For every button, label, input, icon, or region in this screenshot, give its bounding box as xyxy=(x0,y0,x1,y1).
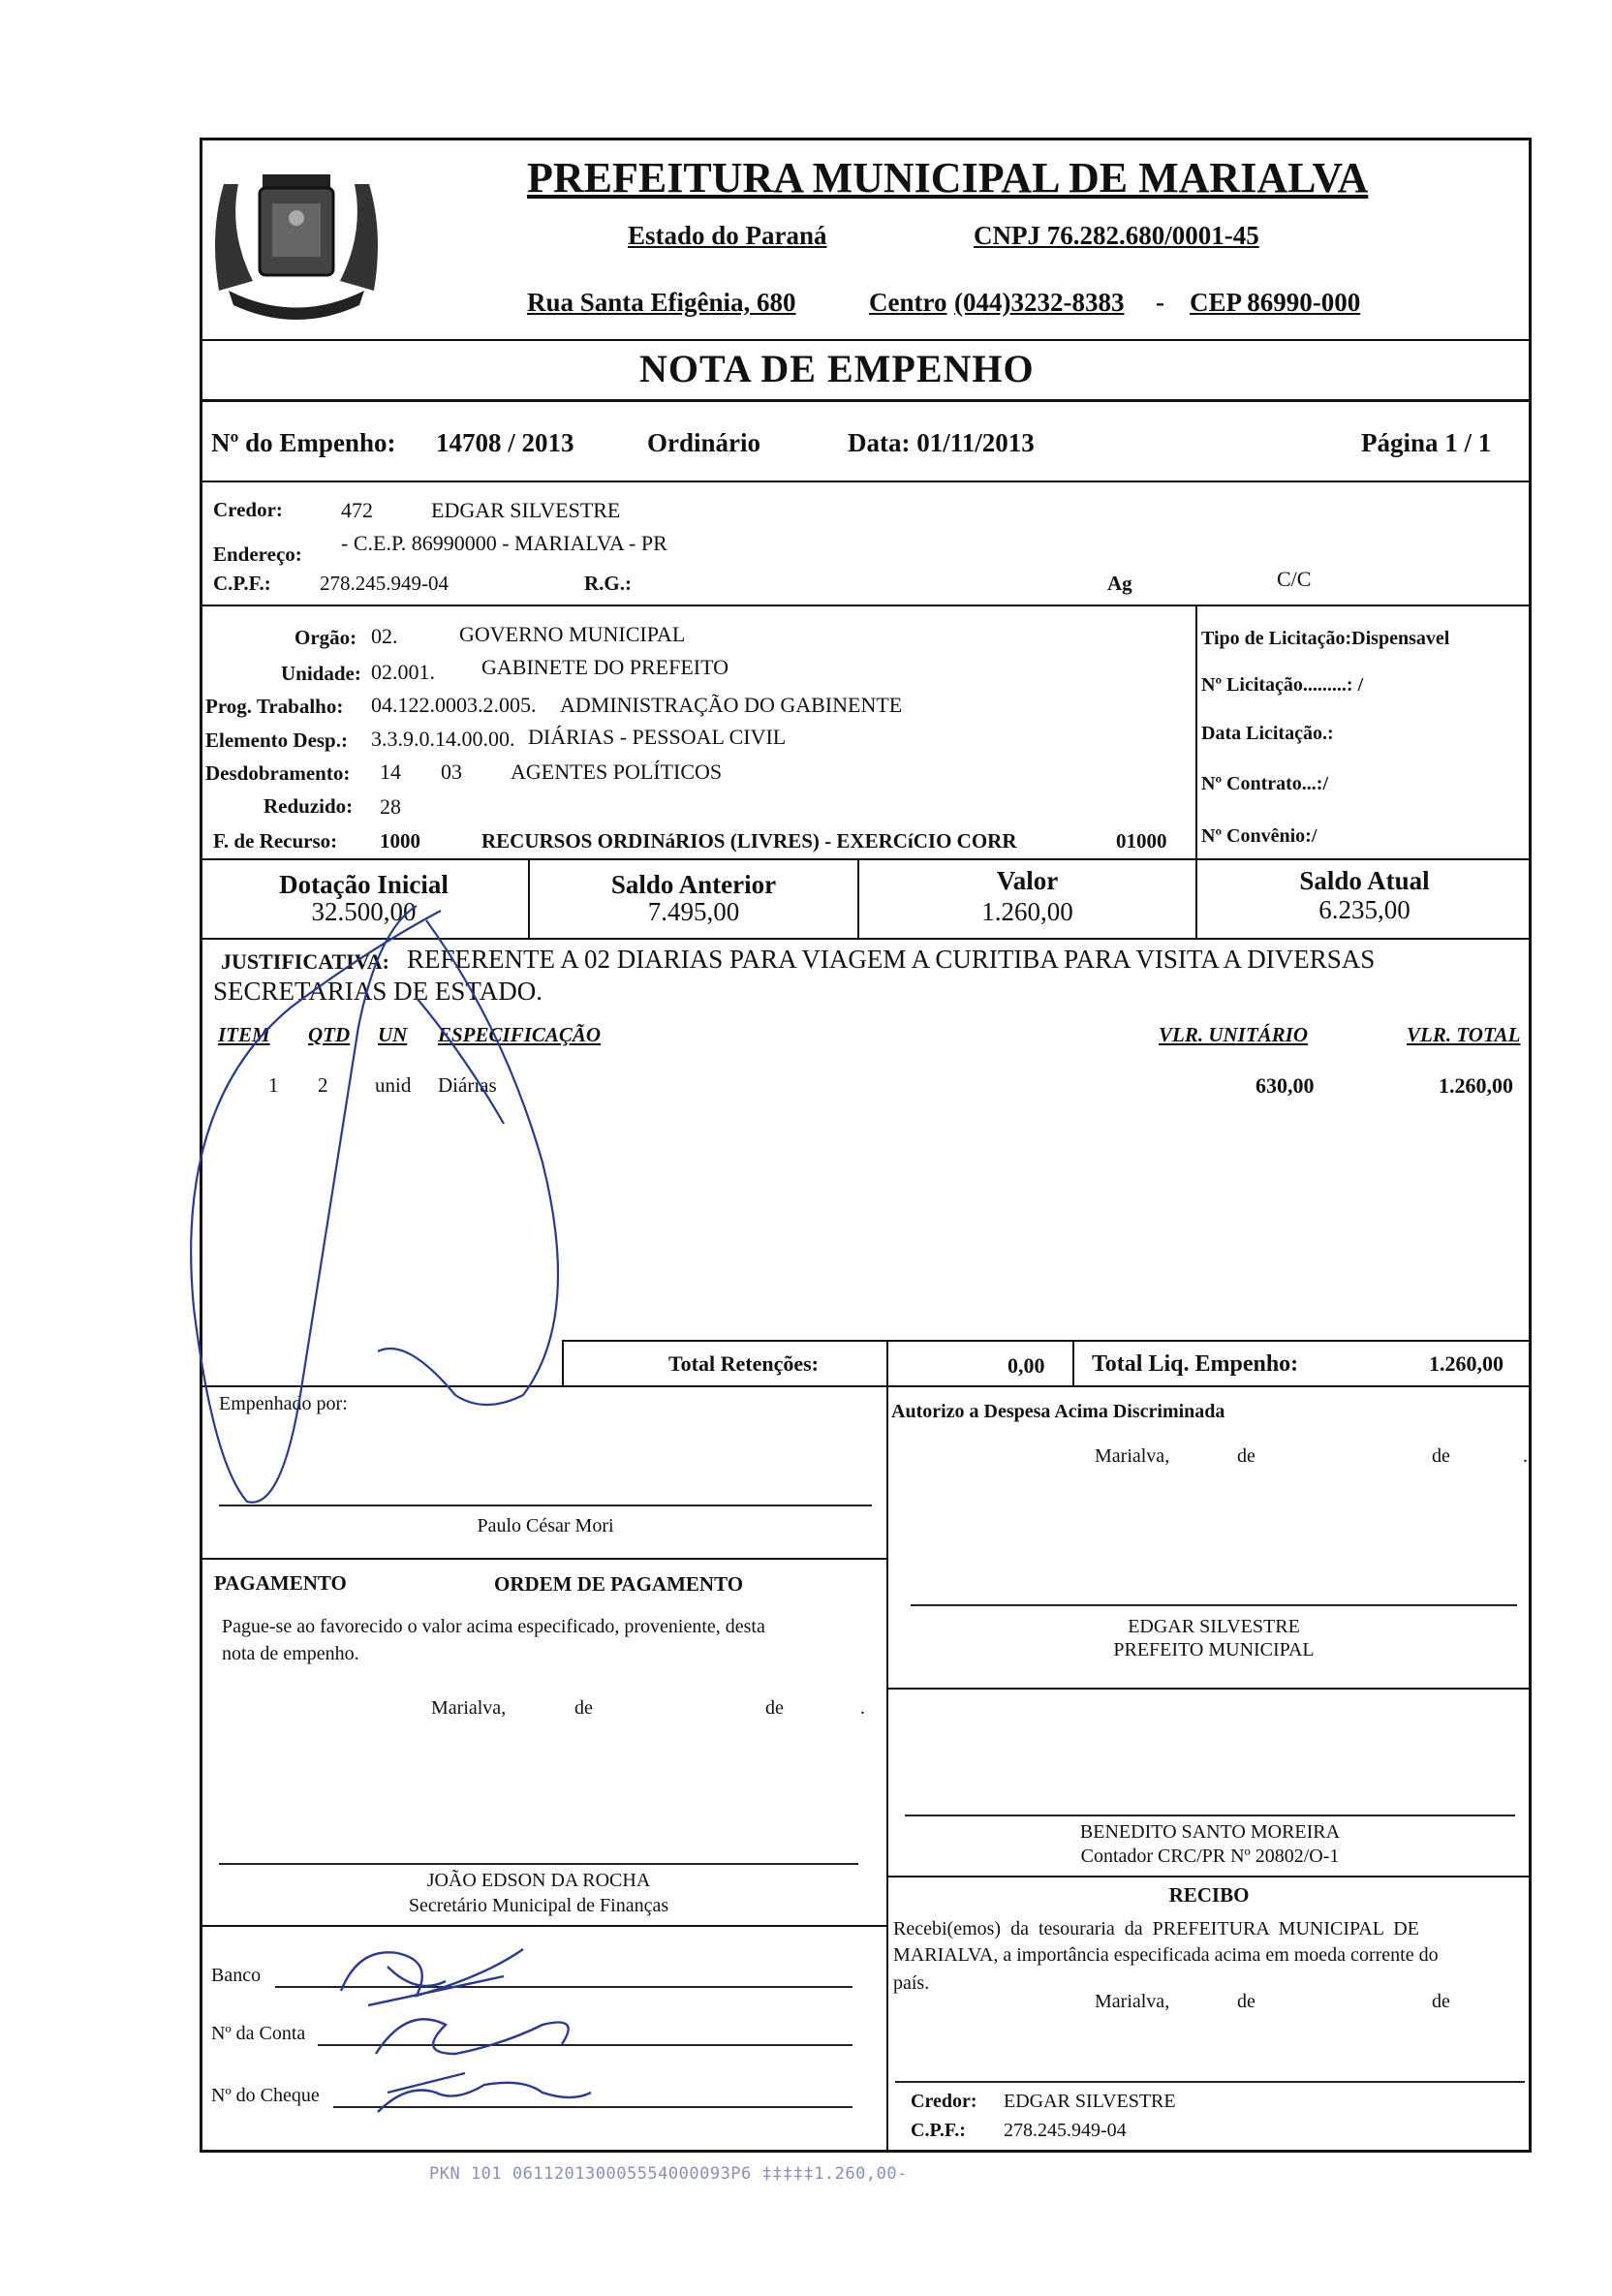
total-retencoes-label: Total Retenções: xyxy=(668,1351,819,1376)
orgao-code: 02. xyxy=(371,624,398,648)
justificativa-line-1: REFERENTE A 02 DIARIAS PARA VIAGEM A CURITIBA PARA VISITA A DIVERSAS xyxy=(407,945,1376,974)
header-address: Rua Santa Efigênia, 680 xyxy=(527,288,796,317)
convenio-numero: Nº Convênio:/ xyxy=(1201,825,1318,847)
ag-label: Ag xyxy=(1107,572,1132,595)
autorizo-de-2: de xyxy=(1432,1445,1450,1467)
ordem-pagamento-label: ORDEM DE PAGAMENTO xyxy=(494,1572,744,1596)
header-state: Estado do Paraná xyxy=(628,221,827,250)
secretario-name: JOÃO EDSON DA ROCHA xyxy=(426,1870,651,1891)
row-qtd: 2 xyxy=(318,1073,328,1097)
orgao-name: GOVERNO MUNICIPAL xyxy=(459,622,686,646)
row-valor-unitario: 630,00 xyxy=(1256,1073,1315,1098)
secretario-title: Secretário Municipal de Finanças xyxy=(408,1895,669,1916)
recibo-credor-label: Credor: xyxy=(911,2091,977,2112)
machine-imprint: PKN 101 061120130005554000093P6 ‡‡‡‡‡1.260,00- xyxy=(429,2164,908,2184)
conta-label: Nº da Conta xyxy=(211,2023,306,2044)
recibo-de-1: de xyxy=(1237,1991,1256,2012)
col-header-valor-unitario: VLR. UNITÁRIO xyxy=(1159,1023,1309,1046)
autorizo-de-1: de xyxy=(1237,1445,1256,1467)
empenho-number-value: 14708 / 2013 xyxy=(436,428,574,457)
contrato-numero: Nº Contrato...:/ xyxy=(1201,773,1329,794)
page-number: Página 1 / 1 xyxy=(1361,428,1492,457)
rg-label: R.G.: xyxy=(584,572,632,595)
endereco-label: Endereço: xyxy=(213,543,302,566)
row-especificacao: Diárias xyxy=(438,1073,497,1097)
cc-label: C/C xyxy=(1277,567,1312,591)
autorizo-dot: . xyxy=(1523,1445,1528,1467)
valor-value: 1.260,00 xyxy=(981,897,1073,926)
justificativa-line-2: SECRETARIAS DE ESTADO. xyxy=(213,977,542,1006)
empenhado-por-name: Paulo César Mori xyxy=(477,1515,614,1536)
cpf-label: C.P.F.: xyxy=(213,572,271,595)
prog-trabalho-name: ADMINISTRAÇÃO DO GABINENTE xyxy=(560,693,903,717)
unidade-code: 02.001. xyxy=(371,660,435,684)
contador-title: Contador CRC/PR Nº 20802/O-1 xyxy=(1080,1846,1340,1867)
prog-trabalho-code: 04.122.0003.2.005. xyxy=(371,693,537,717)
recibo-text-1: Recebi(emos) da tesouraria da PREFEITURA MUNICIPAL DE xyxy=(893,1918,1419,1939)
elemento-label: Elemento Desp.: xyxy=(205,729,348,752)
recurso-label: F. de Recurso: xyxy=(213,829,338,853)
valor-label: Valor xyxy=(996,866,1059,895)
total-retencoes-value: 0,00 xyxy=(1008,1353,1045,1378)
row-un: unid xyxy=(375,1073,412,1097)
empenho-date: Data: 01/11/2013 xyxy=(848,428,1035,457)
saldo-anterior-label: Saldo Anterior xyxy=(610,870,777,899)
prog-trabalho-label: Prog. Trabalho: xyxy=(205,695,344,718)
credor-name: EDGAR SILVESTRE xyxy=(431,498,621,522)
prefeito-name: EDGAR SILVESTRE xyxy=(1128,1616,1300,1637)
endereco-value: - C.E.P. 86990000 - MARIALVA - PR xyxy=(341,531,667,555)
saldo-anterior-value: 7.495,00 xyxy=(647,897,740,926)
empenho-type: Ordinário xyxy=(647,428,761,457)
header-separator: - xyxy=(1156,288,1164,317)
unidade-label: Unidade: xyxy=(281,662,361,685)
pagamento-text-2: nota de empenho. xyxy=(222,1643,359,1664)
desdobramento-label: Desdobramento: xyxy=(205,761,351,785)
pagamento-text-1: Pague-se ao favorecido o valor acima especificado, proveniente, desta xyxy=(222,1616,765,1637)
unidade-name: GABINETE DO PREFEITO xyxy=(481,655,729,679)
saldo-atual-label: Saldo Atual xyxy=(1299,866,1430,895)
autorizo-city: Marialva, xyxy=(1095,1445,1170,1467)
saldo-atual-value: 6.235,00 xyxy=(1318,895,1410,924)
pagamento-de-2: de xyxy=(765,1697,784,1719)
orgao-label: Orgão: xyxy=(294,626,357,649)
col-header-un: UN xyxy=(378,1023,408,1046)
row-valor-total: 1.260,00 xyxy=(1439,1073,1513,1098)
header-cep: CEP 86990-000 xyxy=(1190,288,1361,317)
document-title: NOTA DE EMPENHO xyxy=(639,347,1035,390)
prefeito-title: PREFEITO MUNICIPAL xyxy=(1113,1639,1315,1660)
contador-name: BENEDITO SANTO MOREIRA xyxy=(1079,1821,1341,1843)
empenho-number-label: Nº do Empenho: xyxy=(211,428,396,457)
autorizo-despesa: Autorizo a Despesa Acima Discriminada xyxy=(891,1401,1225,1422)
recibo-text-3: país. xyxy=(893,1972,930,1994)
desdobramento-code: 14 xyxy=(380,760,401,784)
col-header-especificacao: ESPECIFICAÇÃO xyxy=(438,1023,602,1046)
cheque-label: Nº do Cheque xyxy=(211,2085,320,2106)
total-liquido-label: Total Liq. Empenho: xyxy=(1092,1351,1299,1377)
banco-label: Banco xyxy=(211,1965,262,1986)
pagamento-label: PAGAMENTO xyxy=(214,1571,347,1595)
desdobramento-name: AGENTES POLÍTICOS xyxy=(511,760,723,784)
recurso-name: RECURSOS ORDINáRIOS (LIVRES) - EXERCíCIO CORR xyxy=(481,829,1017,853)
licitacao-data: Data Licitação.: xyxy=(1201,723,1334,744)
header-title: PREFEITURA MUNICIPAL DE MARIALVA xyxy=(527,154,1369,202)
licitacao-numero: Nº Licitação.........: / xyxy=(1201,674,1364,696)
header-neighborhood: Centro xyxy=(869,288,947,317)
recurso-code: 1000 xyxy=(380,829,420,853)
cpf-value: 278.245.949-04 xyxy=(320,572,449,595)
header-phone: (044)3232-8383 xyxy=(954,288,1125,317)
pagamento-de-1: de xyxy=(574,1697,593,1719)
pagamento-city: Marialva, xyxy=(431,1697,507,1719)
total-liquido-value: 1.260,00 xyxy=(1429,1351,1504,1376)
col-header-valor-total: VLR. TOTAL xyxy=(1407,1023,1521,1046)
empenhado-por-label: Empenhado por: xyxy=(219,1393,348,1414)
justificativa-label: JUSTIFICATIVA: xyxy=(221,949,390,974)
row-item: 1 xyxy=(268,1073,279,1097)
col-header-qtd: QTD xyxy=(308,1023,351,1046)
licitacao-tipo: Tipo de Licitação:Dispensavel xyxy=(1201,628,1450,649)
pagamento-dot: . xyxy=(860,1697,865,1719)
recurso-number: 01000 xyxy=(1116,829,1167,853)
recibo-title: RECIBO xyxy=(1168,1883,1250,1907)
recibo-text-2: MARIALVA, a importância especificada acima em moeda corrente do xyxy=(893,1944,1439,1966)
credor-code: 472 xyxy=(341,498,373,522)
recibo-cpf-value: 278.245.949-04 xyxy=(1004,2120,1127,2141)
elemento-name: DIÁRIAS - PESSOAL CIVIL xyxy=(528,725,787,749)
recibo-credor-value: EDGAR SILVESTRE xyxy=(1004,2091,1176,2112)
recibo-cpf-label: C.P.F.: xyxy=(911,2120,966,2141)
credor-label: Credor: xyxy=(213,498,283,521)
recibo-city: Marialva, xyxy=(1095,1991,1170,2012)
elemento-code: 3.3.9.0.14.00.00. xyxy=(371,727,515,751)
reduzido-value: 28 xyxy=(380,794,401,819)
col-header-item: ITEM xyxy=(218,1023,270,1046)
dotacao-inicial-value: 32.500,00 xyxy=(311,897,417,926)
reduzido-label: Reduzido: xyxy=(264,794,354,818)
dotacao-inicial-label: Dotação Inicial xyxy=(279,870,449,899)
recibo-de-2: de xyxy=(1432,1991,1450,2012)
header-cnpj: CNPJ 76.282.680/0001-45 xyxy=(974,221,1259,250)
desdobramento-sub: 03 xyxy=(441,760,462,784)
